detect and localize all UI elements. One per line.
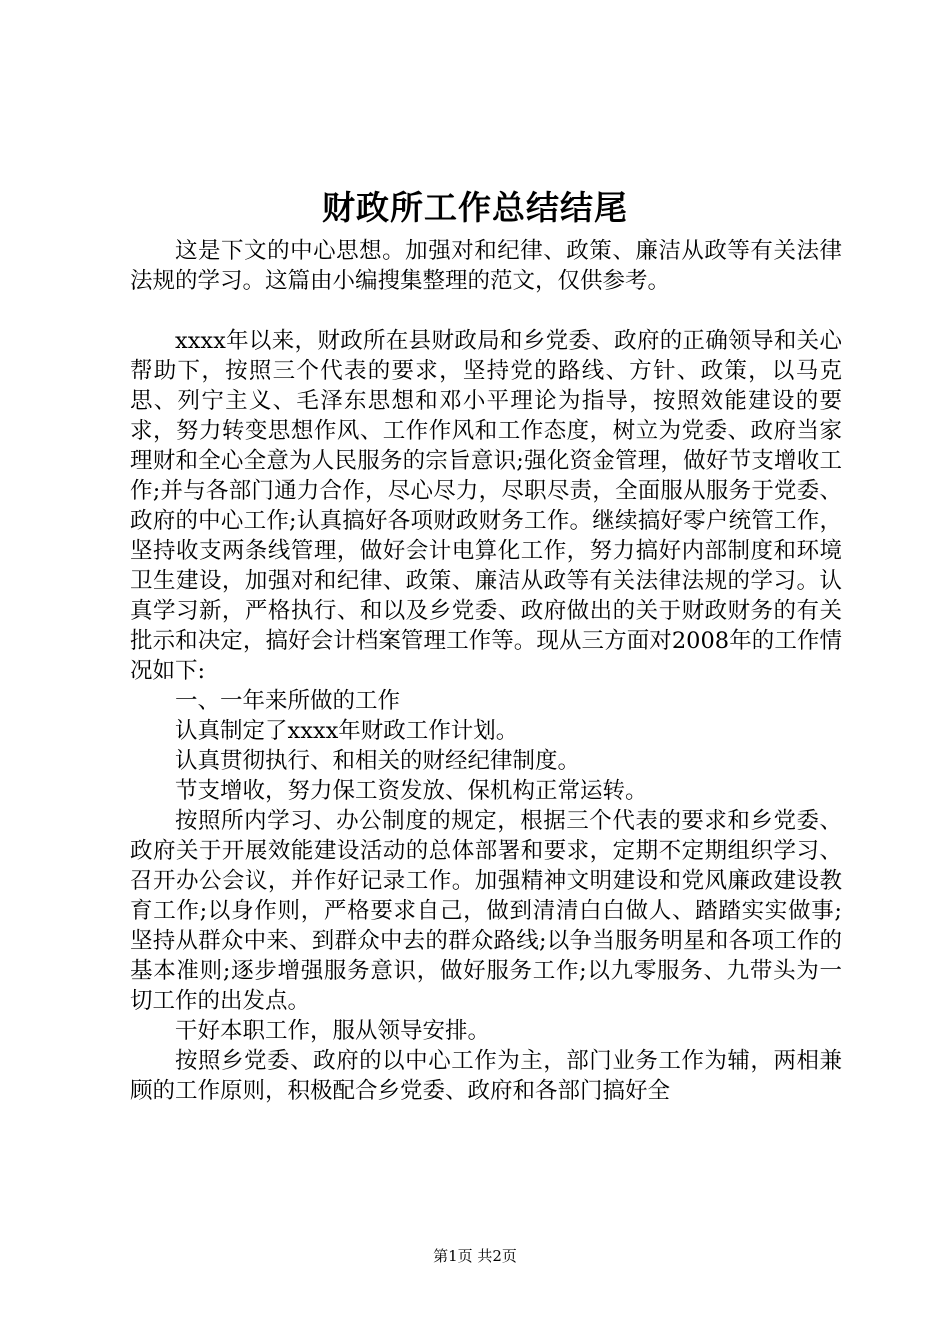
- body-paragraph: 按照乡党委、政府的以中心工作为主，部门业务工作为辅，两相兼顾的工作原则，积极配合乡党委、政府和各部门搞好全: [130, 1048, 842, 1104]
- section-heading: 一、一年来所做的工作: [175, 688, 401, 714]
- body-paragraph: 认真制定了xxxx年财政工作计划。: [175, 718, 519, 744]
- body-paragraph: xxxx年以来，财政所在县财政局和乡党委、政府的正确领导和关心帮助下，按照三个代表的要求，坚持党的路线、方针、政策，以马克思、列宁主义、毛泽东思想和邓小平理论为指导，按照效能建设的要求，努力转变思想作风、工作作风和工作态度，树立为党委、政府当家理财和全心全意为人民服务的宗旨意识;强化资金管理，做好节支增收工作;并与各部门通力合作，尽心尽力，尽职尽责，全面服从服务于党委、政府的中心工作;认真搞好各项财政财务工作。继续搞好零户统管工作，坚持收支两条线管理，做好会计电算化工作，努力搞好内部制度和环境卫生建设，加强对和纪律、政策、廉洁从政等有关法律法规的学习。认真学习新，严格执行、和以及乡党委、政府做出的关于财政财务的有关批示和决定，搞好会计档案管理工作等。现从三方面对2008年的工作情况如下:: [130, 328, 842, 684]
- page-footer: 第1页 共2页: [433, 1247, 517, 1265]
- document-title: 财政所工作总结结尾: [322, 188, 628, 227]
- body-paragraph: 按照所内学习、办公制度的规定，根据三个代表的要求和乡党委、政府关于开展效能建设活动的总体部署和要求，定期不定期组织学习、召开办公会议，并作好记录工作。加强精神文明建设和党风廉政建设教育工作;以身作则，严格要求自己，做到清清白白做人、踏踏实实做事;坚持从群众中来、到群众中去的群众路线;以争当服务明星和各项工作的基本准则;逐步增强服务意识，做好服务工作;以九零服务、九带头为一切工作的出发点。: [130, 808, 842, 1014]
- intro-paragraph: 这是下文的中心思想。加强对和纪律、政策、廉洁从政等有关法律法规的学习。这篇由小编搜集整理的范文，仅供参考。: [130, 238, 842, 294]
- document-body: [130, 236, 842, 1106]
- body-paragraph: 干好本职工作，服从领导安排。: [175, 1018, 491, 1044]
- body-paragraph: 节支增收，努力保工资发放、保机构正常运转。: [175, 778, 648, 804]
- body-paragraph: 认真贯彻执行、和相关的财经纪律制度。: [175, 748, 581, 774]
